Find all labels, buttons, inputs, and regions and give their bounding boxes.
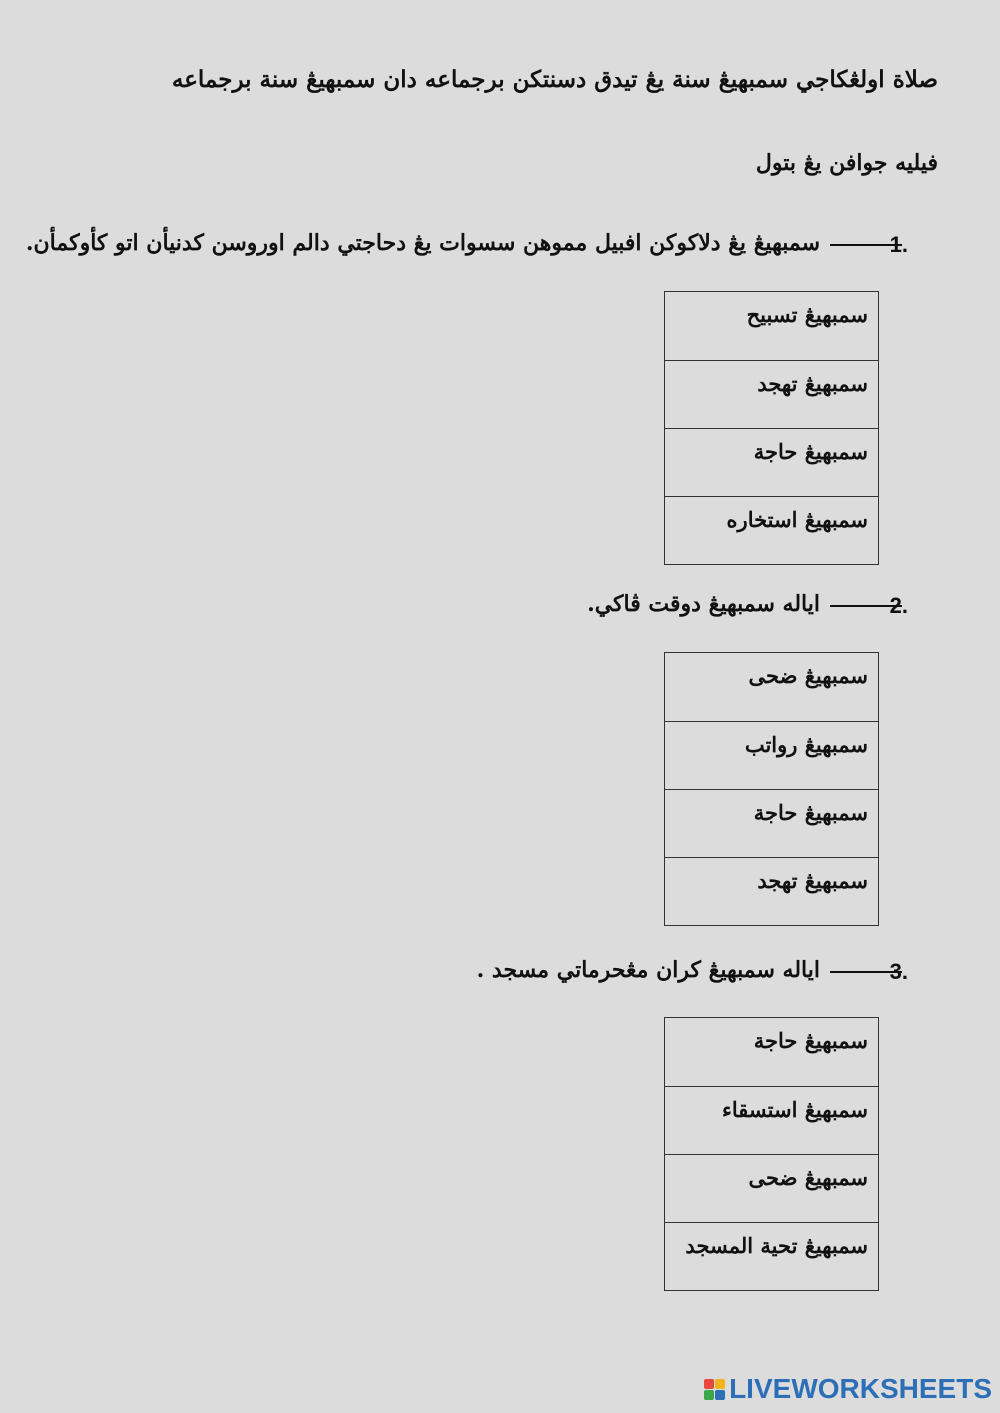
question-2: [68, 591, 908, 617]
option-3-4[interactable]: سمبهيڠ تحية المسجد: [665, 1222, 878, 1290]
question-2-text: اياله سمبهيڠ دوقت ڤاكي.: [587, 591, 820, 617]
instruction-text: فيليه جوافن يڠ بتول: [755, 150, 938, 176]
question-3: [68, 957, 908, 983]
option-1-3[interactable]: سمبهيڠ حاجة: [665, 428, 878, 496]
options-list-2: [664, 652, 879, 926]
question-3-number: 3.: [889, 959, 908, 984]
option-3-1[interactable]: سمبهيڠ حاجة: [753, 1028, 868, 1053]
option-3-2[interactable]: سمبهيڠ استسقاء: [665, 1086, 878, 1154]
question-1-number: 1.: [889, 232, 908, 257]
option-2-1[interactable]: سمبهيڠ ضحى: [748, 663, 868, 688]
answer-blank-3[interactable]: [830, 971, 902, 973]
question-3-text: اياله سمبهيڠ كران مڠحرماتي مسجد .: [476, 957, 820, 983]
option-2-3[interactable]: سمبهيڠ حاجة: [665, 789, 878, 857]
liveworksheets-logo-icon: [704, 1379, 725, 1400]
options-list-1: [664, 291, 879, 565]
worksheet-title: صلاة اولڠكاجي سمبهيڠ سنة يڠ تيدق دسنتكن برجماعه دان سمبهيڠ سنة برجماعه: [171, 66, 938, 93]
logo-square-yellow: [715, 1379, 725, 1389]
answer-blank-1[interactable]: [830, 244, 902, 246]
option-1-1[interactable]: سمبهيڠ تسبيح: [746, 302, 868, 327]
question-2-number: 2.: [889, 593, 908, 618]
option-1-4[interactable]: سمبهيڠ استخاره: [665, 496, 878, 564]
options-list-3: [664, 1017, 879, 1291]
logo-square-green: [704, 1390, 714, 1400]
option-1-2[interactable]: سمبهيڠ تهجد: [665, 360, 878, 428]
option-2-4[interactable]: سمبهيڠ تهجد: [665, 857, 878, 925]
logo-square-red: [704, 1379, 714, 1389]
question-1-text: سمبهيڠ يڠ دلاكوكن افبيل مموهن سسوات يڠ دحاجتي دالم اوروسن كدنيأن اتو كأوكمأن.: [25, 230, 820, 256]
option-2-2[interactable]: سمبهيڠ رواتب: [665, 721, 878, 789]
question-1: [25, 230, 908, 256]
liveworksheets-brand: [704, 1373, 992, 1405]
answer-blank-2[interactable]: [830, 605, 902, 607]
logo-square-blue: [715, 1390, 725, 1400]
liveworksheets-wordmark: LIVEWORKSHEETS: [729, 1373, 992, 1404]
option-3-3[interactable]: سمبهيڠ ضحى: [665, 1154, 878, 1222]
